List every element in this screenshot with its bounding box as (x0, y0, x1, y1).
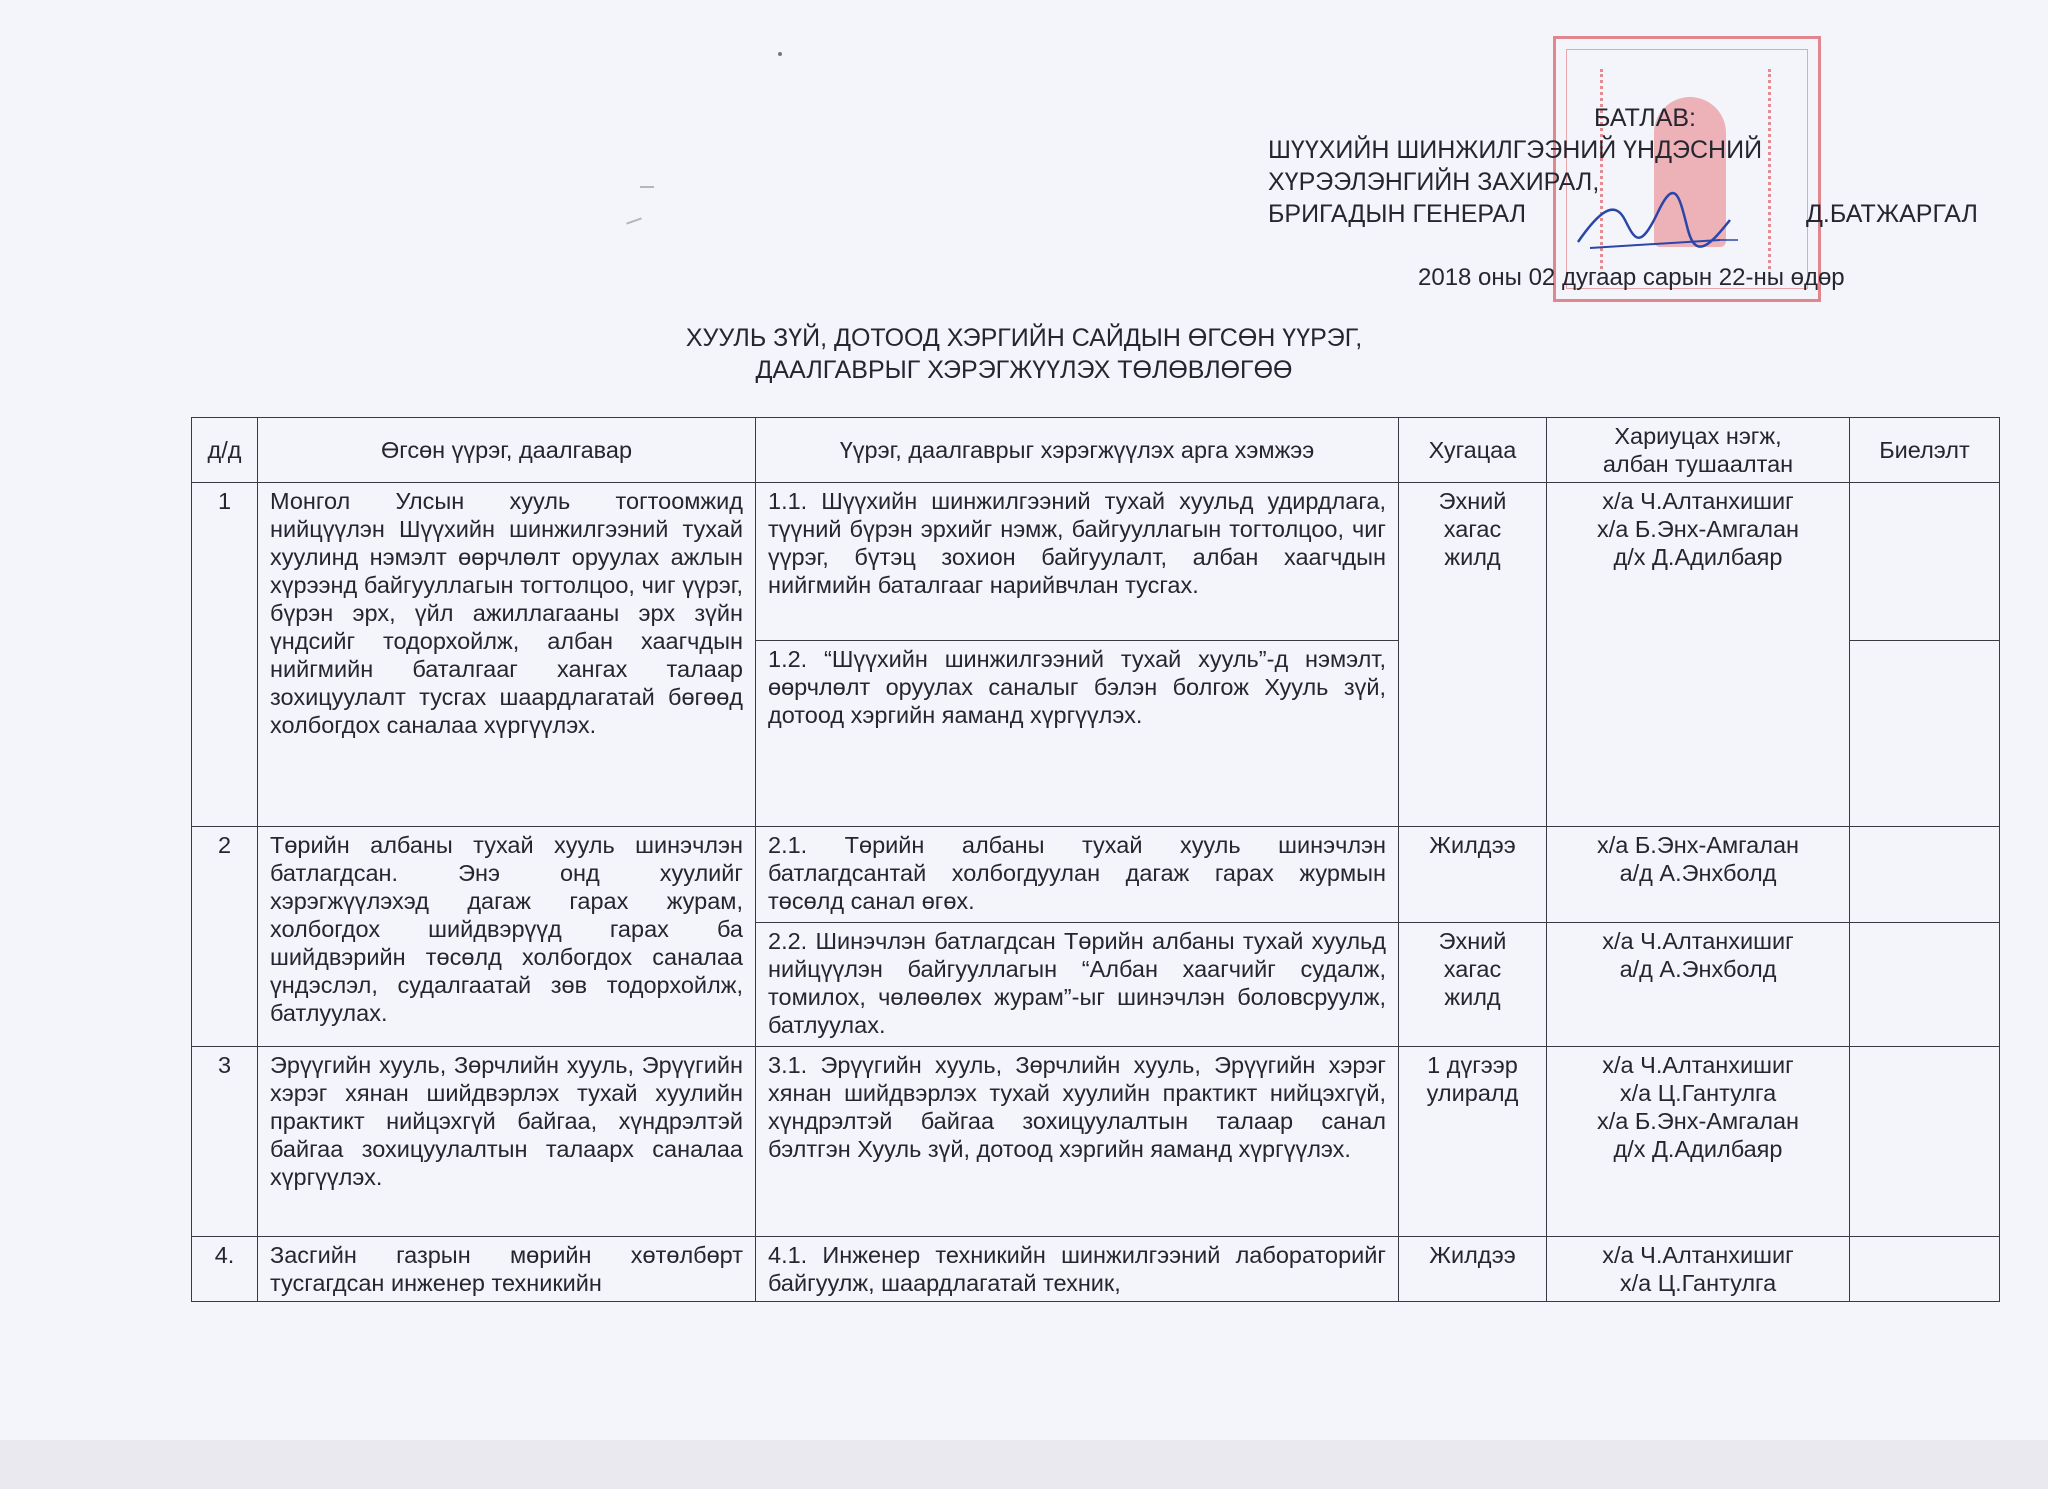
header-num: д/д (192, 418, 258, 483)
row4-num: 4. (192, 1237, 258, 1302)
header-deadline: Хугацаа (1399, 418, 1547, 483)
row2-task: Төрийн албаны тухай хууль шинэчлэн батлагдсан. Энэ онд хуулийг хэрэгжүүлэхэд дагаж гарах журам, холбогдох шийдвэрүүд гарах ба шийдвэрийн төсөлд холбогдох саналаа үндэслэл, судалгаатай зөв тодорхойлж, батлуулах. (258, 827, 756, 1047)
approval-signer-name: Д.БАТЖАРГАЛ (1806, 200, 1978, 228)
row1-deadline-line3: жилд (1444, 544, 1501, 570)
header-responsible (1547, 418, 1850, 483)
table-header-row (192, 418, 2000, 483)
row2-deadline-a: Жилдээ (1399, 827, 1547, 923)
table-row (192, 1237, 2000, 1302)
row3-resp-line4: д/х Д.Адилбаяр (1613, 1136, 1783, 1162)
header-action: Үүрэг, даалгаврыг хэрэгжүүлэх арга хэмжээ (756, 418, 1399, 483)
row2-action-a: 2.1. Төрийн албаны тухай хууль шинэчлэн батлагдсантай холбогдуулан дагаж гарах журмын төсөлд санал өгөх. (756, 827, 1399, 923)
row2-num: 2 (192, 827, 258, 1047)
row2-status-b (1850, 923, 2000, 1047)
approval-label: БАТЛАВ: (1594, 104, 1697, 132)
row4-resp-line2: х/а Ц.Гантулга (1619, 1270, 1777, 1296)
row2-resp-b-line2: а/д А.Энхболд (1619, 956, 1777, 982)
row1-deadline-line1: Эхний (1438, 488, 1507, 514)
row2-resp-a-line1: х/а Б.Энх-Амгалан (1597, 832, 1799, 858)
scan-speck (640, 186, 654, 188)
scan-speck (626, 217, 642, 224)
scan-speck (778, 52, 782, 56)
row3-status (1850, 1047, 2000, 1237)
row4-responsible (1547, 1237, 1850, 1302)
approval-date: 2018 оны 02 дугаар сарын 22-ны өдөр (1418, 264, 1845, 291)
table-row (192, 827, 2000, 923)
row3-num: 3 (192, 1047, 258, 1237)
row4-status (1850, 1237, 2000, 1302)
handwritten-signature (1570, 190, 1740, 260)
stamp-script-right (1768, 69, 1787, 269)
row1-deadline (1399, 483, 1547, 827)
title-line2: ДААЛГАВРЫГ ХЭРЭГЖҮҮЛЭХ ТӨЛӨВЛӨГӨӨ (755, 356, 1293, 384)
row2-deadline-b-line2: хагас (1443, 956, 1502, 982)
row1-status-a (1850, 483, 2000, 641)
row1-resp-line3: д/х Д.Адилбаяр (1613, 544, 1783, 570)
title-line1: ХУУЛЬ ЗҮЙ, ДОТООД ХЭРГИЙН САЙДЫН ӨГСӨН ҮҮРЭГ, (685, 324, 1363, 352)
plan-table (191, 417, 2000, 1302)
row1-task: Монгол Улсын хууль тогтоомжид нийцүүлэн Шүүхийн шинжилгээний тухай хуулинд нэмэлт өөрчлөлт оруулах ажлын хүрээнд байгууллагын тогтолцоо, чиг үүрэг, бүрэн эрх, үйл ажиллагааны эрх зүйн үндсийг тодорхойлж, албан хаагчдын нийгмийн баталгааг хангах талаар зохицуулалт тусгах шаардлагатай бөгөөд холбогдох саналаа хүргүүлэх. (258, 483, 756, 827)
row4-resp-line1: х/а Ч.Алтанхишиг (1602, 1242, 1794, 1268)
header-responsible-line1: Хариуцах нэгж, (1614, 423, 1782, 449)
row1-action-b: 1.2. “Шүүхийн шинжилгээний тухай хууль”-д нэмэлт, өөрчлөлт оруулах саналыг бэлэн болгож Хууль зүй, дотоод хэргийн яаманд хүргүүлэх. (756, 641, 1399, 827)
row3-resp-line3: х/а Б.Энх-Амгалан (1597, 1108, 1799, 1134)
header-responsible-line2: албан тушаалтан (1602, 451, 1794, 477)
row2-deadline-b-line3: жилд (1444, 984, 1501, 1010)
row1-responsible (1547, 483, 1850, 827)
row1-resp-line1: х/а Ч.Алтанхишиг (1602, 488, 1794, 514)
approval-org-line2: ХҮРЭЭЛЭНГИЙН ЗАХИРАЛ, (1268, 168, 1600, 196)
scan-bottom-edge (0, 1440, 2048, 1489)
row2-status-a (1850, 827, 2000, 923)
header-task: Өгсөн үүрэг, даалгавар (258, 418, 756, 483)
row1-deadline-line2: хагас (1443, 516, 1502, 542)
row4-deadline: Жилдээ (1399, 1237, 1547, 1302)
row2-action-b: 2.2. Шинэчлэн батлагдсан Төрийн албаны тухай хуульд нийцүүлэн байгууллагын “Албан хаагчийг судалж, томилох, чөлөөлөх журам”-ыг шинэчлэн боловсруулж, батлуулах. (756, 923, 1399, 1047)
row2-deadline-b-line1: Эхний (1438, 928, 1507, 954)
row1-resp-line2: х/а Б.Энх-Амгалан (1597, 516, 1799, 542)
row3-action: 3.1. Эрүүгийн хууль, Зөрчлийн хууль, Эрүүгийн хэрэг хянан шийдвэрлэх тухай хуулийн практикт нийцэхгүй, хүндрэлтэй байгаа зохицуулалтын талаар санал бэлтгэн Хууль зүй, дотоод хэргийн яаманд хүргүүлэх. (756, 1047, 1399, 1237)
row3-resp-line2: х/а Ц.Гантулга (1619, 1080, 1777, 1106)
table-row (192, 1047, 2000, 1237)
row1-status-b (1850, 641, 2000, 827)
row1-num: 1 (192, 483, 258, 827)
row2-resp-a-line2: а/д А.Энхболд (1619, 860, 1777, 886)
row1-action-a: 1.1. Шүүхийн шинжилгээний тухай хуульд удирдлага, түүний бүрэн эрхийг нэмж, байгууллагын тогтолцоо, чиг үүрэг, бүтэц зохион байгуулалт, албан хаагчдын нийгмийн баталгааг нарийвчлан тусгах. (756, 483, 1399, 641)
row3-responsible (1547, 1047, 1850, 1237)
document-title (0, 322, 2048, 386)
row2-deadline-b (1399, 923, 1547, 1047)
row4-task: Засгийн газрын мөрийн хөтөлбөрт тусгагдсан инженер техникийн (258, 1237, 756, 1302)
row2-resp-b-line1: х/а Ч.Алтанхишиг (1602, 928, 1794, 954)
row2-responsible-b (1547, 923, 1850, 1047)
row4-action: 4.1. Инженер техникийн шинжилгээний лабораторийг байгуулж, шаардлагатай техник, (756, 1237, 1399, 1302)
row3-resp-line1: х/а Ч.Алтанхишиг (1602, 1052, 1794, 1078)
row2-responsible-a (1547, 827, 1850, 923)
header-status: Биелэлт (1850, 418, 2000, 483)
approval-rank: БРИГАДЫН ГЕНЕРАЛ (1268, 200, 1527, 228)
table-row (192, 483, 2000, 641)
row3-deadline-line1: 1 дүгээр (1427, 1052, 1518, 1078)
row3-deadline (1399, 1047, 1547, 1237)
row3-deadline-line2: улиралд (1426, 1080, 1519, 1106)
approval-org-line1: ШҮҮХИЙН ШИНЖИЛГЭЭНИЙ ҮНДЭСНИЙ (1268, 136, 1763, 164)
row3-task: Эрүүгийн хууль, Зөрчлийн хууль, Эрүүгийн хэрэг хянан шийдвэрлэх тухай хуулийн практикт нийцэхгүй байгаа, хүндрэлтэй байгаа зохицуулалтын талаарх саналаа хүргүүлэх. (258, 1047, 756, 1237)
